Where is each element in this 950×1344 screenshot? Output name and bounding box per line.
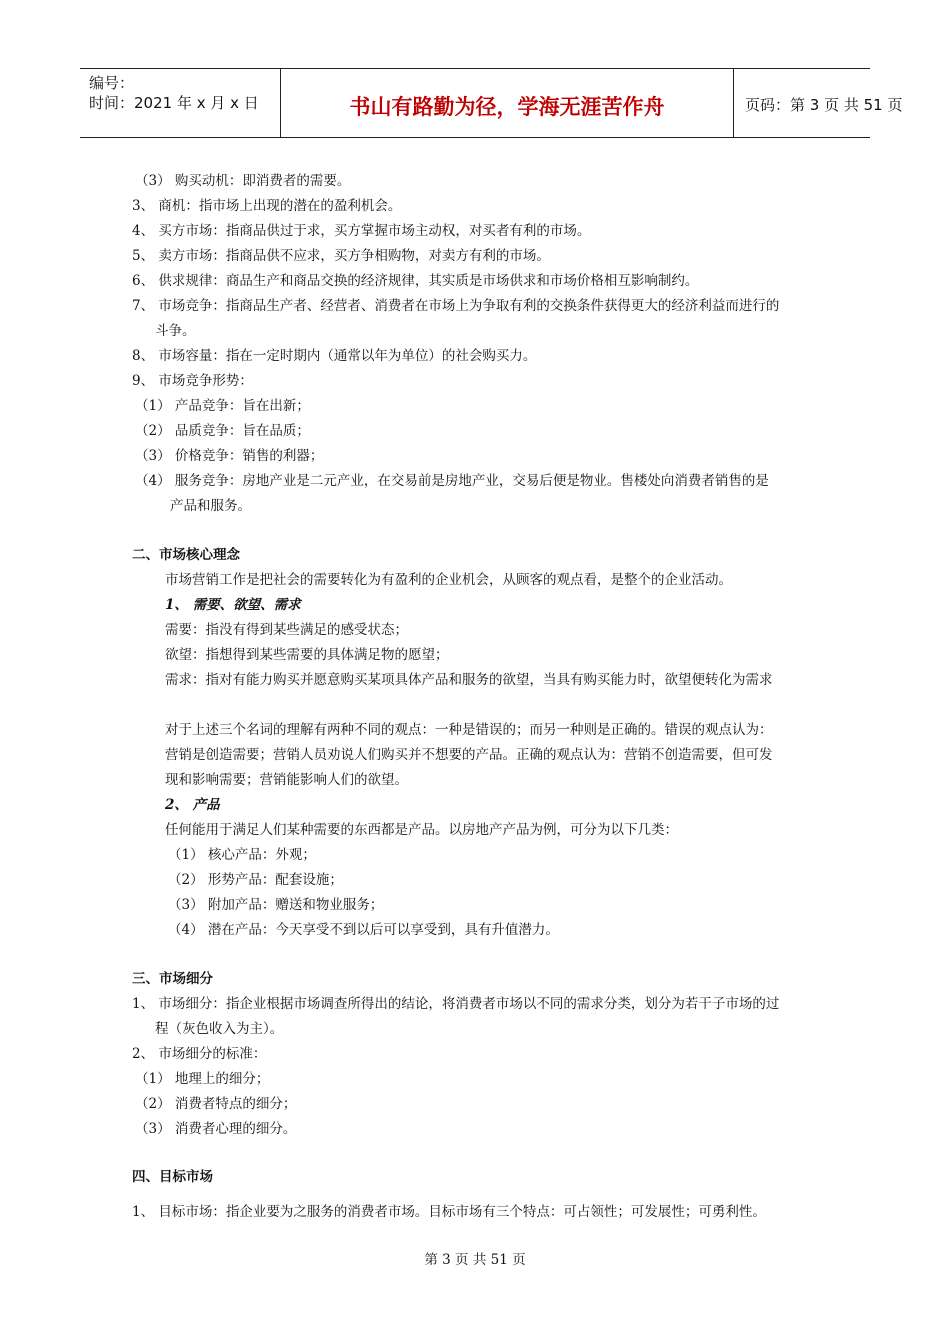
number-label: 编号：: [89, 74, 135, 92]
section-heading: 二、市场核心理念: [132, 547, 240, 563]
text-line: 现和影响需要；营销能影响人们的欲望。: [165, 772, 408, 788]
text-line: 1、 市场细分：指企业根据市场调查所得出的结论，将消费者市场以不同的需求分类，划分为若干子市场的过: [132, 996, 780, 1012]
section-heading: 四、目标市场: [132, 1169, 213, 1185]
text-line: 欲望：指想得到某些需要的具体满足物的愿望；: [165, 647, 449, 663]
text-line: （3） 消费者心理的细分。: [135, 1121, 297, 1137]
text-line: 9、 市场竞争形势：: [132, 373, 253, 389]
text-line: 3、 商机：指市场上出现的潜在的盈利机会。: [132, 198, 402, 214]
text-line: 8、 市场容量：指在一定时期内（通常以年为单位）的社会购买力。: [132, 348, 537, 364]
page-header: [80, 68, 903, 138]
text-line: 需求：指对有能力购买并愿意购买某项具体产品和服务的欲望，当具有购买能力时，欲望便转化为需求: [165, 672, 773, 688]
text-line: 斗争。: [155, 323, 196, 339]
subsection-heading: 2、 产品: [165, 797, 220, 813]
section-heading: 三、市场细分: [132, 971, 213, 987]
text-line: 程（灰色收入为主）。: [155, 1021, 284, 1037]
text-line: （3） 价格竞争：销售的利器；: [135, 448, 324, 464]
text-line: 对于上述三个名词的理解有两种不同的观点：一种是错误的；而另一种则是正确的。错误的观点认为：: [165, 722, 773, 738]
text-line: 产品和服务。: [170, 498, 251, 514]
text-line: 营销是创造需要；营销人员劝说人们购买并不想要的产品。正确的观点认为：营销不创造需要，但可发: [165, 747, 773, 763]
text-line: 2、 市场细分的标准：: [132, 1046, 267, 1062]
text-line: 6、 供求规律：商品生产和商品交换的经济规律，其实质是市场供求和市场价格相互影响制约。: [132, 273, 699, 289]
text-line: （2） 消费者特点的细分；: [135, 1096, 297, 1112]
header-motto-cell: [280, 69, 734, 137]
header-page-cell: [733, 69, 903, 137]
text-line: （2） 形势产品：配套设施；: [168, 872, 343, 888]
header-meta: [80, 69, 280, 137]
text-line: （3） 附加产品：赠送和物业服务；: [168, 897, 384, 913]
text-line: 市场营销工作是把社会的需要转化为有盈利的企业机会，从顾客的观点看，是整个的企业活动。: [165, 572, 732, 588]
text-line: （4） 服务竞争：房地产业是二元产业，在交易前是房地产业，交易后便是物业。售楼处向消费者销售的是: [135, 473, 769, 489]
text-line: 需要：指没有得到某些满足的感受状态；: [165, 622, 408, 638]
text-line: （1） 产品竞争：旨在出新；: [135, 398, 310, 414]
text-line: 7、 市场竞争：指商品生产者、经营者、消费者在市场上为争取有利的交换条件获得更大的经济利益而进行的: [132, 298, 780, 314]
text-line: （4） 潜在产品：今天享受不到以后可以享受到，具有升值潜力。: [168, 922, 559, 938]
subsection-heading: 1、 需要、欲望、需求: [165, 597, 301, 613]
text-line: （3） 购买动机：即消费者的需要。: [135, 173, 351, 189]
text-line: （2） 品质竞争：旨在品质；: [135, 423, 310, 439]
text-line: 4、 买方市场：指商品供过于求，买方掌握市场主动权，对买者有利的市场。: [132, 223, 591, 239]
text-line: 5、 卖方市场：指商品供不应求，买方争相购物，对卖方有利的市场。: [132, 248, 550, 264]
text-line: （1） 核心产品：外观；: [168, 847, 316, 863]
page-footer: 第 3 页 共 51 页: [424, 1252, 526, 1268]
date-label: 时间：2021 年 x 月 x 日: [89, 94, 259, 112]
page-info: 页码：第 3 页 共 51 页: [745, 96, 903, 114]
motto: 书山有路勤为径，学海无涯苦作舟: [349, 95, 665, 119]
text-line: 任何能用于满足人们某种需要的东西都是产品。以房地产产品为例，可分为以下几类：: [165, 822, 678, 838]
text-line: （1） 地理上的细分；: [135, 1071, 270, 1087]
text-line: 1、 目标市场：指企业要为之服务的消费者市场。目标市场有三个特点：可占领性；可发展性；可勇利性。: [132, 1204, 766, 1220]
